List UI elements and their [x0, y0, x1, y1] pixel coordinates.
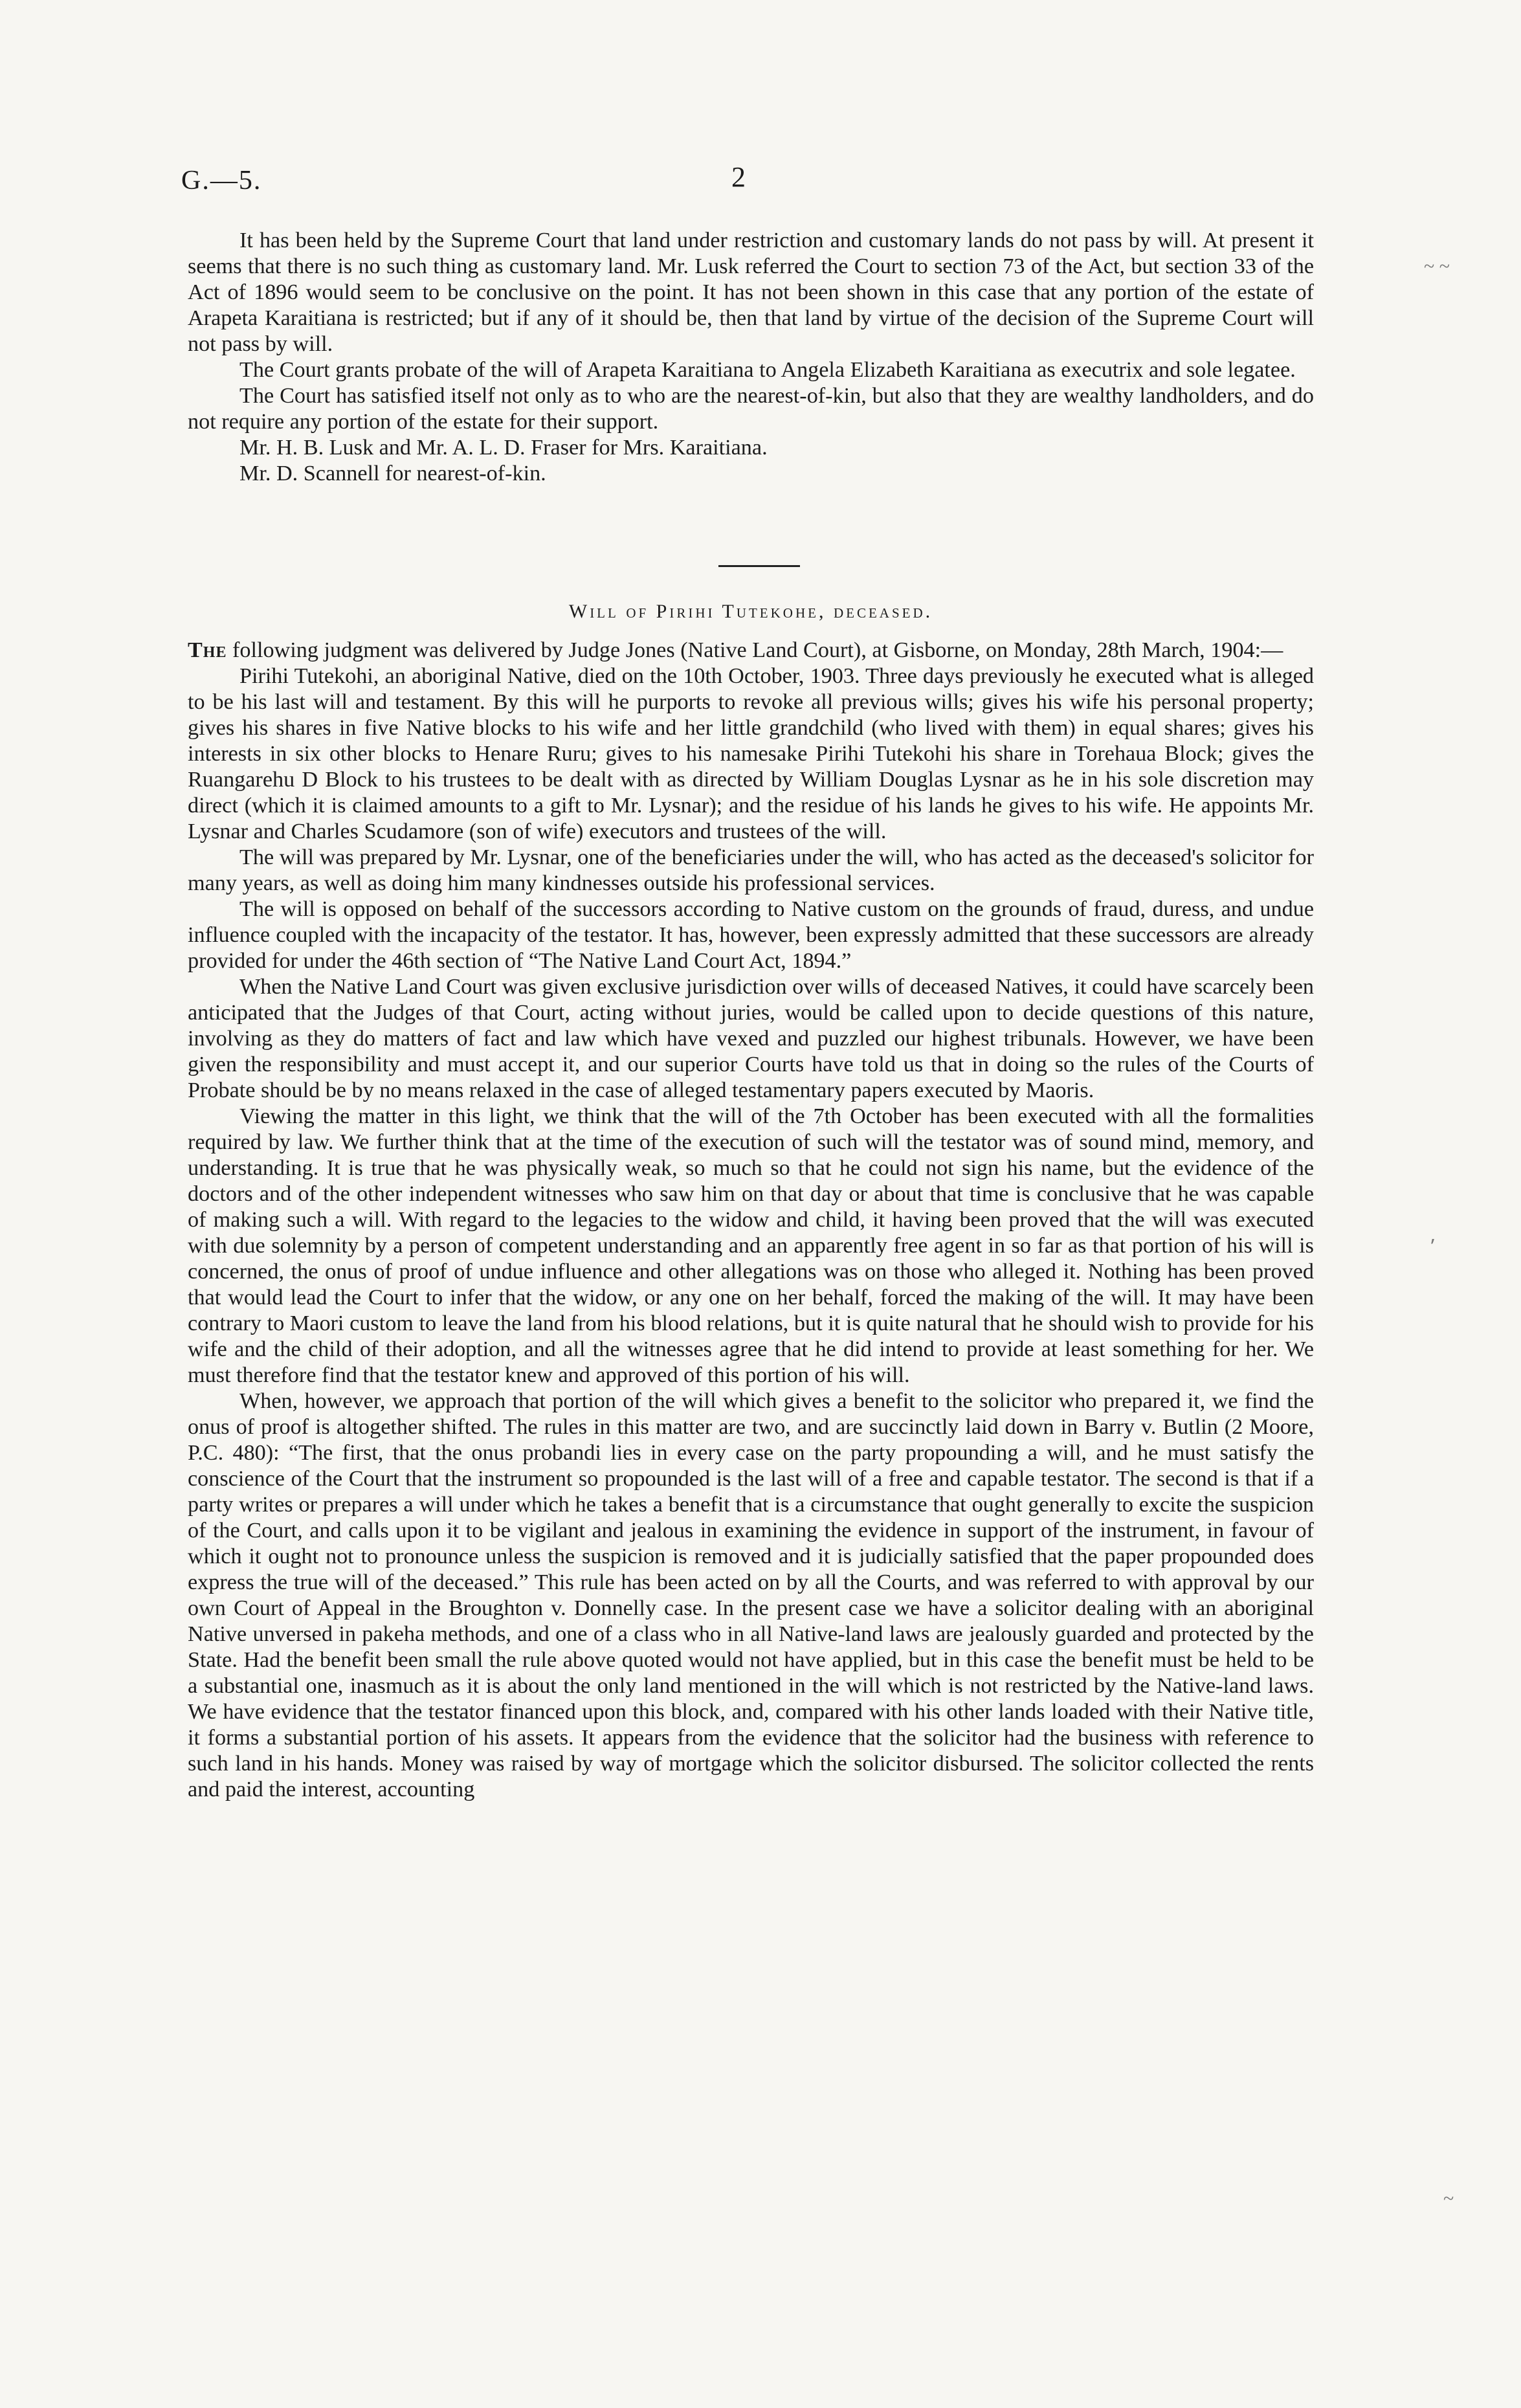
- counsel-line-1: Mr. H. B. Lusk and Mr. A. L. D. Fraser for Mrs. Karaitiana.: [239, 436, 768, 460]
- margin-mark: ⸴: [1430, 1227, 1436, 1249]
- section-1-body: [188, 228, 1314, 487]
- section-2-body: [188, 638, 1314, 1803]
- page-number: 2: [731, 161, 746, 193]
- paragraph-3: The Court has satisfied itself not only as to who are the nearest-of-kin, but also that they are wealthy landholders, and do not require any portion of the estate for their support.: [188, 384, 1314, 434]
- document-reference: G.—5.: [181, 166, 262, 195]
- paragraph-facts: Pirihi Tutekohi, an aboriginal Native, died on the 10th October, 1903. Three days previously he executed what is alleged to be his last will and testament. By this will he purports to revoke all previous wills; gives his wife his personal property; gives his shares in five Native blocks to his wife and her little grandchild (who lived with them) in equal shares; gives his interests in six other blocks to Henare Ruru; gives to his namesake Pirihi Tutekohi his share in Torehaua Block; gives the Ruangarehu D Block to his trustees to be dealt with as directed by William Douglas Lysnar as he in his sole discretion may direct (which it is claimed amounts to a gift to Mr. Lysnar); and the residue of his lands he gives to his wife. He appoints Mr. Lysnar and Charles Scudamore (son of wife) executors and trustees of the will.: [188, 664, 1314, 843]
- paragraph-solicitor-benefit: When, however, we approach that portion of the will which gives a benefit to the solicitor who prepared it, we find the onus of proof is altogether shifted. The rules in this matter are two, and are succinctly laid down in Barry v. Butlin (2 Moore, P.C. 480): “The first, that the onus probandi lies in every case on the party propounding a will, and he must satisfy the conscience of the Court that the instrument so propounded is the last will of a free and capable testator. The second is that if a party writes or prepares a will under which he takes a benefit that is a circumstance that ought generally to excite the suspicion of the Court, and calls upon it to be vigilant and jealous in examining the evidence in support of the instrument, in favour of which it ought not to pronounce unless the suspicion is removed and it is judicially satisfied that the paper propounded does express the true will of the deceased.” This rule has been acted on by all the Courts, and was referred to with approval by our own Court of Appeal in the Broughton v. Donnelly case. In the present case we have a solicitor dealing with an aboriginal Native unversed in pakeha methods, and one of a class who in all Native-land laws are jealously guarded and protected by the State. Had the benefit been small the rule above quoted would not have applied, but in this case the benefit must be held to be a substantial one, inasmuch as it is about the only land mentioned in the will which is not restricted by the Native-land laws. We have evidence that the testator financed upon this block, and, compared with his other lands loaded with their Native title, it forms a substantial portion of his assets. It appears from the evidence that the solicitor had the business with reference to such land in his hands. Money was raised by way of mortgage which the solicitor disbursed. The solicitor collected the rents and paid the interest, accounting: [188, 1389, 1314, 1801]
- paragraph-findings: Viewing the matter in this light, we think that the will of the 7th October has been executed with all the formalities required by law. We further think that at the time of the execution of such will the testator was of sound mind, memory, and understanding. It is true that he was physically weak, so much so that he could not sign his name, but the evidence of the doctors and of the other independent witnesses who saw him on that day or about that time is conclusive that he was capable of making such a will. With regard to the legacies to the widow and child, it having been proved that the will was executed with due solemnity by a person of competent understanding and an apparently free agent in so far as that portion of his will is concerned, the onus of proof of undue influence and other allegations was on those who alleged it. Nothing has been proved that would lead the Court to infer that the widow, or any one on her behalf, forced the making of the will. It may have been contrary to Maori custom to leave the land from his blood relations, but it is quite natural that he should wish to provide for his wife and the child of their adoption, and all the witnesses agree that he did intend to provide at least something for her. We must therefore find that the testator knew and approved of this portion of his will.: [188, 1104, 1314, 1387]
- margin-mark: ~: [1443, 2188, 1454, 2209]
- judgment-intro: [188, 638, 1314, 663]
- margin-mark: ~ ~: [1424, 256, 1450, 277]
- paragraph-jurisdiction: When the Native Land Court was given exclusive jurisdiction over wills of deceased Natives, it could have scarcely been anticipated that the Judges of that Court, acting without juries, would be called upon to decide questions of this nature, involving as they do matters of fact and law which have vexed and puzzled our highest tribunals. However, we have been given the responsibility and must accept it, and our superior Courts have told us that in doing so the rules of the Courts of Probate should be by no means relaxed in the case of alleged testamentary papers executed by Maoris.: [188, 975, 1314, 1102]
- counsel-line-2: Mr. D. Scannell for nearest-of-kin.: [239, 462, 546, 485]
- section-heading: Will of Pirihi Tutekohe, deceased.: [568, 601, 933, 622]
- paragraph-opposition: The will is opposed on behalf of the successors according to Native custom on the grounds of fraud, duress, and undue influence coupled with the incapacity of the testator. It has, however, been expressly admitted that these successors are already provided for under the 46th section of “The Native Land Court Act, 1894.”: [188, 897, 1314, 973]
- intro-text: following judgment was delivered by Judge Jones (Native Land Court), at Gisborne, on Monday, 28th March, 1904:—: [227, 638, 1283, 662]
- paragraph-1: It has been held by the Supreme Court that land under restriction and customary lands do not pass by will. At present it seems that there is no such thing as customary land. Mr. Lusk referred the Court to section 73 of the Act, but section 33 of the Act of 1896 would seem to be conclusive on the point. It has not been shown in this case that any portion of the estate of Arapeta Karaitiana is restricted; but if any of it should be, then that land by virtue of the decision of the Supreme Court will not pass by will.: [188, 229, 1314, 356]
- intro-dropcap: The: [188, 638, 227, 662]
- paragraph-2: The Court grants probate of the will of Arapeta Karaitiana to Angela Elizabeth Karaitiana as executrix and sole legatee.: [239, 358, 1296, 382]
- paragraph-preparation: The will was prepared by Mr. Lysnar, one of the beneficiaries under the will, who has acted as the deceased's solicitor for many years, as well as doing him many kindnesses outside his professional services.: [188, 845, 1314, 895]
- section-divider: [718, 565, 800, 567]
